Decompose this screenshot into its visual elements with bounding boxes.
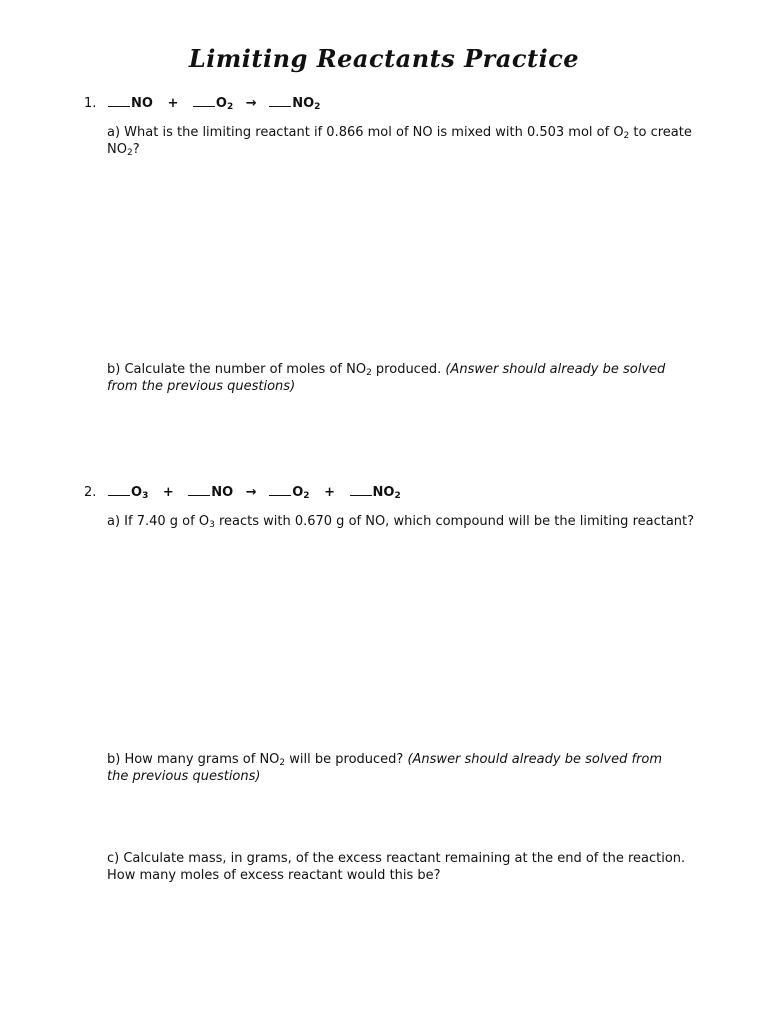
question-2c-line-2: How many moles of excess reactant would this be? — [107, 868, 441, 883]
note-text: (Answer should already be solved from the previous questions) — [107, 752, 663, 784]
eq1-term-2: $O_2$ — [215, 96, 234, 112]
question-2-number: 2. — [84, 485, 97, 500]
eq2-term-2: NO — [211, 485, 234, 500]
coefficient-blank — [350, 484, 372, 496]
reaction-arrow-icon: → — [245, 485, 257, 500]
question-1b: b) Calculate the number of moles of $NO_2$ produced. (Answer should already be solved from the previous questions) — [107, 362, 666, 394]
coefficient-blank — [188, 484, 210, 496]
question-2-equation — [108, 484, 401, 502]
question-1-number: 1. — [84, 96, 97, 111]
coefficient-blank — [108, 95, 130, 107]
eq1-term-3: $NO_2$ — [292, 96, 321, 112]
coefficient-blank — [193, 95, 215, 107]
question-2a: a) If 7.40 g of $O_3$ reacts with 0.670 g of NO, which compound will be the limiting reactant? — [107, 514, 695, 530]
note-text: (Answer should already be solved from the previous questions) — [107, 362, 666, 394]
coefficient-blank — [108, 484, 130, 496]
plus-sign: + — [162, 485, 174, 500]
question-1-equation — [108, 95, 320, 113]
eq2-term-3: $O_2$ — [292, 485, 310, 501]
eq1-term-1: NO — [131, 96, 153, 111]
plus-sign: + — [324, 485, 335, 500]
eq2-term-4: $NO_2$ — [372, 485, 401, 501]
question-2c-line-1: c) Calculate mass, in grams, of the excess reactant remaining at the end of the reaction. — [107, 851, 686, 866]
page-title: Limiting Reactants Practice — [188, 44, 580, 73]
question-1a: a) What is the limiting reactant if 0.866 mol of NO is mixed with 0.503 mol of $O_2$ to create $NO_2$? — [107, 125, 692, 158]
question-2c — [107, 850, 727, 884]
coefficient-blank — [269, 484, 291, 496]
question-2b: b) How many grams of $NO_2$ will be produced? (Answer should already be solved from the previous questions) — [107, 752, 663, 784]
plus-sign: + — [167, 96, 179, 111]
eq2-term-1: $O_3$ — [131, 485, 149, 501]
coefficient-blank — [269, 95, 291, 107]
reaction-arrow-icon: → — [245, 96, 257, 111]
